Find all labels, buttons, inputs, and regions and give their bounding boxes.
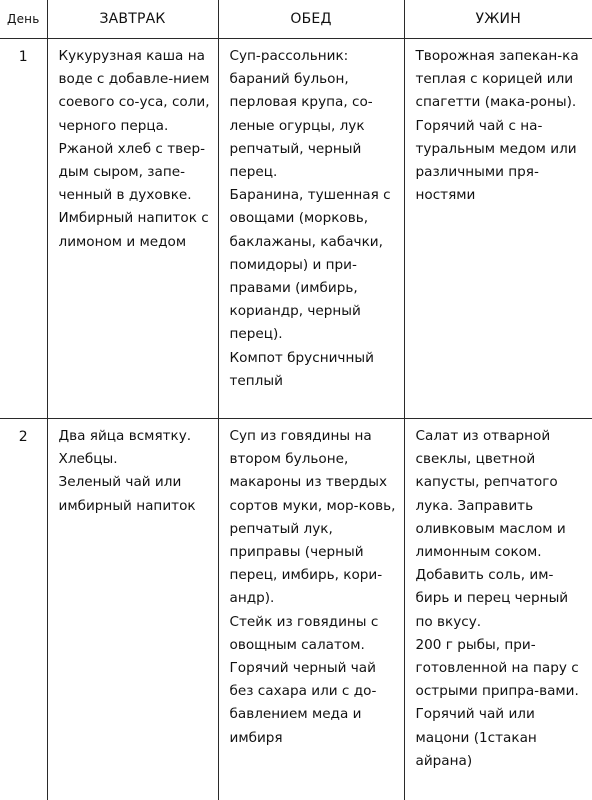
- menu-item: Компот брусничный теплый: [229, 349, 374, 389]
- menu-item: Ржаной хлеб с твер-дым сыром, запе-ченный в духовке.: [58, 140, 206, 204]
- menu-item: Горячий чай или мацони (1стакан айрана): [415, 706, 537, 769]
- header-breakfast: ЗАВТРАК: [47, 0, 218, 39]
- menu-item: Хлебцы.: [58, 451, 118, 468]
- day-number: 2: [0, 419, 47, 800]
- header-lunch: ОБЕД: [218, 0, 404, 39]
- breakfast-cell: [47, 419, 218, 800]
- menu-item: 200 г рыбы, при-готовленной на пару с острыми припра-вами.: [415, 636, 579, 700]
- table-row: [0, 419, 592, 800]
- menu-item: Салат из отварной свеклы, цветной капусты, репчатого лука. Заправить оливковым маслом и лимонным соком. Добавить соль, им-бирь и перец черный по вкусу.: [415, 428, 569, 630]
- menu-item: Горячий черный чай без сахара или с до-бавлением меда и имбиря: [229, 660, 377, 746]
- table-row: [0, 39, 592, 419]
- lunch-cell: [218, 419, 404, 800]
- menu-item: Суп из говядины на втором бульоне, макароны из твердых сортов муки, мор-ковь, репчатый лук, приправы (черный перец, имбирь, кори-андр).: [229, 428, 396, 607]
- menu-item: Зеленый чай или имбирный напиток: [58, 474, 196, 514]
- menu-item: Суп-рассольник: бараний бульон, перловая крупа, со-леные огурцы, лук репчатый, черный перец.: [229, 48, 373, 181]
- day-number: 1: [0, 39, 47, 419]
- menu-item: Кукурузная каша на воде с добавле-нием соевого со-уса, соли, черного перца.: [58, 48, 210, 134]
- menu-item: Творожная запекан-ка теплая с корицей или спагетти (мака-роны).: [415, 48, 579, 111]
- dinner-cell: [404, 419, 592, 800]
- menu-item: Стейк из говядины с овощным салатом.: [229, 613, 379, 653]
- header-row: [0, 0, 592, 39]
- header-day: День: [0, 0, 47, 39]
- lunch-cell: [218, 39, 404, 419]
- header-dinner: УЖИН: [404, 0, 592, 39]
- dinner-cell: [404, 39, 592, 419]
- menu-item: Горячий чай с на-туральным медом или различными пря-ностями: [415, 117, 577, 204]
- menu-item: Имбирный напиток с лимоном и медом: [58, 210, 209, 250]
- menu-item: Два яйца всмятку.: [58, 428, 192, 444]
- breakfast-cell: [47, 39, 218, 419]
- menu-item: Баранина, тушенная с овощами (морковь, баклажаны, кабачки, помидоры) и при-правами (имбирь, кориандр, черный перец).: [229, 187, 391, 343]
